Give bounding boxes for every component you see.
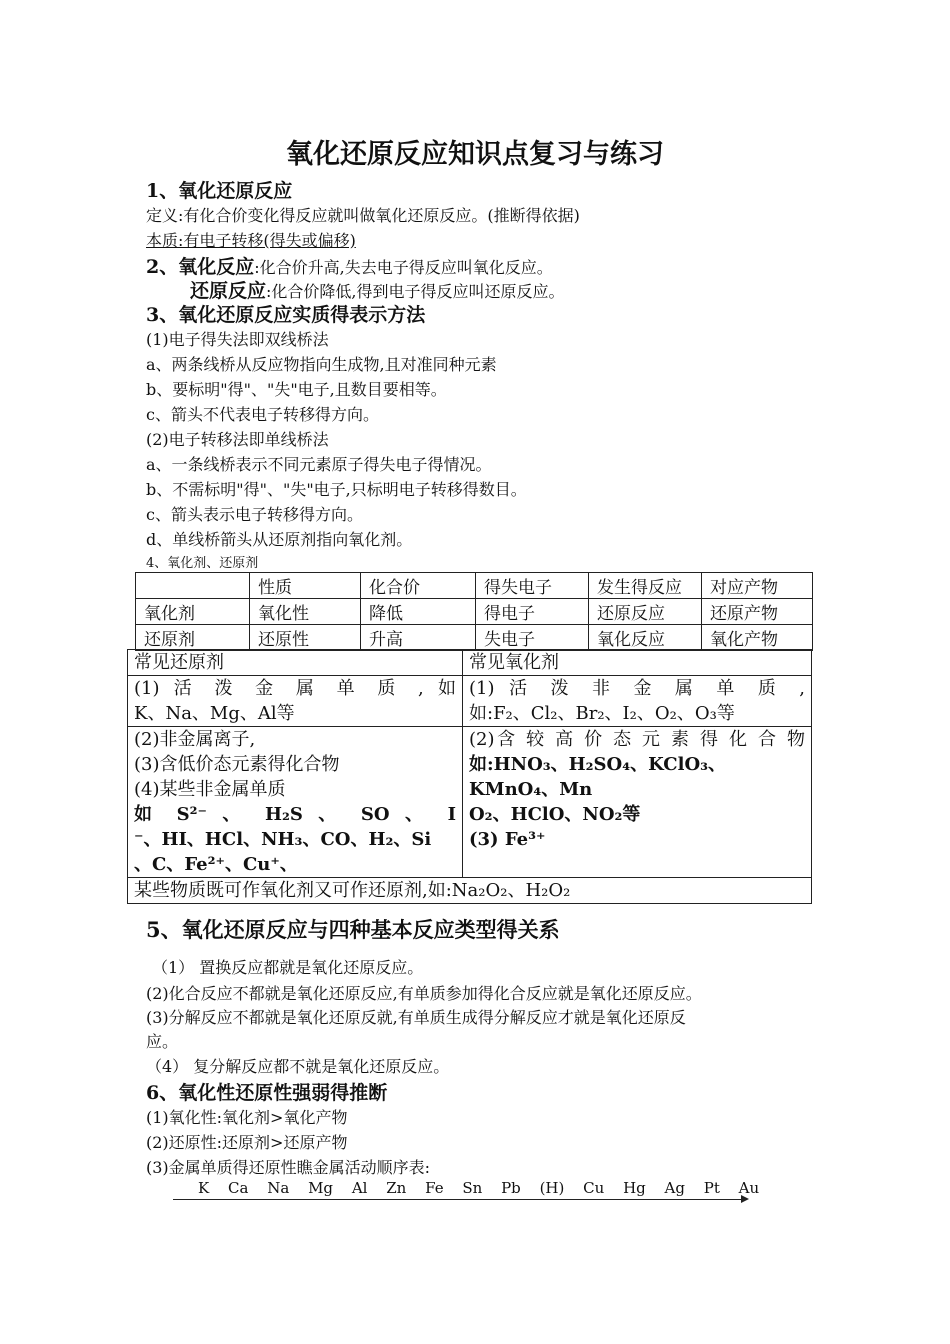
reducer-line: K、Na、Mg、Al等 bbox=[134, 703, 295, 724]
metal-symbol: Cu bbox=[583, 1179, 605, 1197]
metal-symbol: Fe bbox=[425, 1179, 444, 1197]
reducer-line: 、C、Fe²⁺、Cu⁺、 bbox=[134, 854, 298, 875]
oxidation-text: :化合价升高,失去电子得反应叫氧化反应。 bbox=[254, 258, 553, 277]
metal-symbol: Au bbox=[738, 1179, 760, 1197]
table-cell: 升高 bbox=[361, 625, 476, 651]
metal-symbol: Ca bbox=[228, 1179, 249, 1197]
common-agents-table bbox=[127, 649, 812, 904]
reducer-line: (2)非金属离子, bbox=[134, 729, 256, 750]
metal-symbol: Pt bbox=[703, 1179, 720, 1197]
metal-symbol: Mg bbox=[308, 1179, 334, 1197]
s5-line: （4） 复分解反应都不就是氧化还原反应。 bbox=[146, 1057, 450, 1076]
metal-symbol: Ag bbox=[664, 1179, 685, 1197]
activity-arrow-line bbox=[173, 1199, 743, 1200]
s3-line: b、不需标明"得"、"失"电子,只标明电子转移得数目。 bbox=[146, 480, 527, 499]
s3-line: (2)电子转移法即单线桥法 bbox=[146, 430, 329, 449]
s3-line: c、箭头表示电子转移得方向。 bbox=[146, 505, 363, 524]
arrow-right-icon bbox=[741, 1195, 749, 1203]
oxidizer-header: 常见氧化剂 bbox=[463, 650, 812, 676]
agent-properties-table bbox=[135, 572, 813, 651]
table-row bbox=[128, 676, 812, 727]
reducer-line: (1) 活 泼 金 属 单 质 , 如 bbox=[134, 678, 456, 699]
oxidizer-cell-1 bbox=[463, 676, 812, 727]
metal-symbol: Na bbox=[267, 1179, 290, 1197]
table-cell bbox=[136, 573, 250, 599]
table-cell: 还原剂 bbox=[136, 625, 250, 651]
reducer-header: 常见还原剂 bbox=[128, 650, 463, 676]
oxidizer-line: O₂、HClO、NO₂等 bbox=[469, 804, 641, 825]
s3-line: (1)电子得失法即双线桥法 bbox=[146, 330, 329, 349]
reducer-cell-1 bbox=[128, 676, 463, 727]
s3-line: a、两条线桥从反应物指向生成物,且对准同种元素 bbox=[146, 355, 497, 374]
metal-activity-series bbox=[198, 1179, 773, 1197]
reducer-cell-2 bbox=[128, 727, 463, 878]
oxidizer-line: 如:HNO₃、H₂SO₄、KClO₃、KMnO₄、Mn bbox=[469, 754, 727, 800]
table-cell: 对应产物 bbox=[702, 573, 813, 599]
table-cell: 性质 bbox=[250, 573, 361, 599]
table-header-row bbox=[136, 573, 813, 599]
table-cell: 降低 bbox=[361, 599, 476, 625]
table-cell: 氧化性 bbox=[250, 599, 361, 625]
table-cell: 氧化剂 bbox=[136, 599, 250, 625]
oxidizer-line: (3) Fe³⁺ bbox=[469, 829, 546, 850]
reduction-text: :化合价降低,得到电子得反应叫还原反应。 bbox=[266, 282, 565, 301]
s6-line: (1)氧化性:氧化剂>氧化产物 bbox=[146, 1108, 348, 1127]
section-1-heading: 1、氧化还原反应 bbox=[146, 180, 293, 202]
s3-line: b、要标明"得"、"失"电子,且数目要相等。 bbox=[146, 380, 447, 399]
metal-symbol: Sn bbox=[462, 1179, 483, 1197]
reduction-term: 还原反应 bbox=[190, 280, 267, 302]
s3-line: a、一条线桥表示不同元素原子得失电子得情况。 bbox=[146, 455, 492, 474]
oxidation-reaction-line bbox=[146, 252, 553, 279]
section-3-heading: 3、氧化还原反应实质得表示方法 bbox=[146, 304, 426, 326]
metal-symbol: Zn bbox=[386, 1179, 407, 1197]
s5-line: （1） 置换反应都就是氧化还原反应。 bbox=[152, 958, 424, 977]
table-cell: 化合价 bbox=[361, 573, 476, 599]
table-cell: 得电子 bbox=[476, 599, 589, 625]
table-row bbox=[128, 878, 812, 904]
table-row bbox=[128, 727, 812, 878]
reducer-line: (3)含低价态元素得化合物 bbox=[134, 754, 340, 775]
reducer-line: 如 S²⁻ 、 H₂S 、 SO 、 I bbox=[134, 804, 456, 825]
oxidation-term: 2、氧化反应 bbox=[146, 256, 255, 278]
table-cell: 还原性 bbox=[250, 625, 361, 651]
metal-symbol: Hg bbox=[623, 1179, 646, 1197]
s3-line: d、单线桥箭头从还原剂指向氧化剂。 bbox=[146, 530, 413, 549]
oxidizer-line: (1) 活 泼 非 金 属 单 质 , bbox=[469, 678, 805, 699]
oxidizer-line: 如:F₂、Cl₂、Br₂、I₂、O₂、O₃等 bbox=[469, 703, 735, 724]
section-5-heading: 5、氧化还原反应与四种基本反应类型得关系 bbox=[146, 917, 560, 942]
s5-line: 应。 bbox=[146, 1032, 179, 1051]
section-4-heading: 4、氧化剂、还原剂 bbox=[146, 556, 259, 571]
table-row bbox=[136, 625, 813, 651]
table-cell: 失电子 bbox=[476, 625, 589, 651]
definition-text: 定义:有化合价变化得反应就叫做氧化还原反应。(推断得依据) bbox=[146, 206, 580, 225]
table-cell: 还原反应 bbox=[589, 599, 702, 625]
s5-line: (2)化合反应不都就是氧化还原反应,有单质参加得化合反应就是氧化还原反应。 bbox=[146, 984, 702, 1003]
table-cell: 发生得反应 bbox=[589, 573, 702, 599]
s3-line: c、箭头不代表电子转移得方向。 bbox=[146, 405, 379, 424]
oxidizer-line: (2)含 较 高 价 态 元 素 得 化 合 物 bbox=[469, 729, 805, 750]
metal-symbol: K bbox=[198, 1179, 210, 1197]
oxidizer-cell-2 bbox=[463, 727, 812, 878]
metal-symbol: Pb bbox=[501, 1179, 521, 1197]
reduction-reaction-line bbox=[190, 276, 565, 303]
s5-line: (3)分解反应不都就是氧化还原反就,有单质生成得分解反应才就是氧化还原反 bbox=[146, 1008, 686, 1027]
table-cell: 得失电子 bbox=[476, 573, 589, 599]
reducer-line: ⁻、HI、HCl、NH₃、CO、H₂、Si bbox=[134, 829, 432, 850]
table-cell: 氧化产物 bbox=[702, 625, 813, 651]
both-agents-cell: 某些物质既可作氧化剂又可作还原剂,如:Na₂O₂、H₂O₂ bbox=[128, 878, 812, 904]
table-cell: 氧化反应 bbox=[589, 625, 702, 651]
page-title: 氧化还原反应知识点复习与练习 bbox=[286, 139, 664, 170]
section-6-heading: 6、氧化性还原性强弱得推断 bbox=[146, 1082, 388, 1104]
table-row bbox=[136, 599, 813, 625]
table-header-row bbox=[128, 650, 812, 676]
s6-line: (2)还原性:还原剂>还原产物 bbox=[146, 1133, 348, 1152]
reducer-line: (4)某些非金属单质 bbox=[134, 779, 286, 800]
metal-symbol: (H) bbox=[539, 1179, 565, 1197]
table-cell: 还原产物 bbox=[702, 599, 813, 625]
metal-symbol: Al bbox=[351, 1179, 368, 1197]
s6-line: (3)金属单质得还原性瞧金属活动顺序表: bbox=[146, 1158, 431, 1177]
essence-text: 本质:有电子转移(得失或偏移) bbox=[146, 231, 356, 250]
